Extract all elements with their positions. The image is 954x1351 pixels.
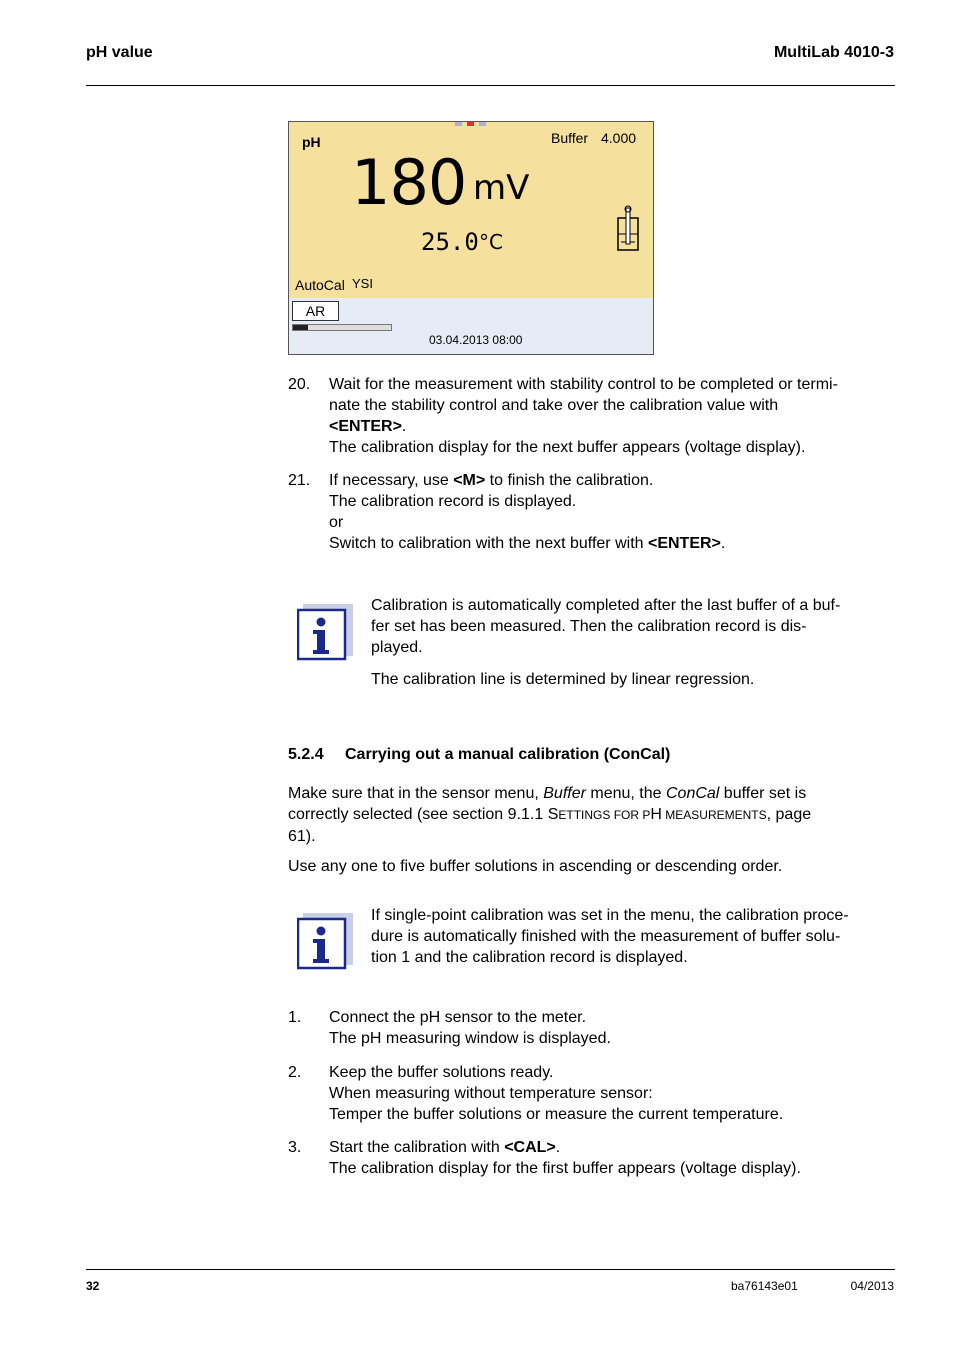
section-title: Carrying out a manual calibration (ConCal) [345, 746, 671, 763]
text: Make sure that in the sensor menu, [288, 785, 544, 802]
note-1-text [371, 595, 896, 690]
note-2-text [371, 905, 896, 968]
document-number: ba76143e01 [731, 1279, 798, 1293]
page-number: 32 [86, 1279, 100, 1293]
buffer-set-name: ConCal [665, 785, 720, 802]
xref-text: H [650, 806, 662, 823]
step-line: The calibration display for the next buffer appears (voltage display). [329, 439, 806, 456]
step-3-text [329, 1137, 801, 1179]
para-line [288, 783, 898, 804]
display-buffer-set: YSI [352, 276, 373, 291]
note-line: fer set has been measured. Then the calibration record is dis- [371, 618, 807, 635]
para-line [288, 804, 898, 826]
step-line: Connect the pH sensor to the meter. [329, 1009, 587, 1026]
step-line: Temper the buffer solutions or measure the current temperature. [329, 1106, 784, 1123]
display-temperature: 25.0 [421, 228, 479, 256]
header-product-name: MultiLab 4010-3 [773, 44, 894, 61]
step-text: Switch to calibration with the next buffer with [329, 535, 648, 552]
section-number: 5.2.4 [288, 746, 324, 763]
xref-text: ETTINGS FOR P [558, 808, 651, 822]
step-number: 20. [288, 376, 311, 393]
step-number: 1. [288, 1009, 302, 1026]
display-main-value: 180 [351, 146, 467, 219]
step-text: . [720, 535, 726, 552]
step-line: nate the stability control and take over the calibration value with [329, 397, 779, 414]
display-temperature-unit: °C [479, 230, 503, 254]
menu-name: Buffer [543, 785, 586, 802]
step-1-text [329, 1007, 611, 1049]
text: , page [766, 806, 812, 823]
step-text: Start the calibration with [329, 1139, 505, 1156]
display-page-markers [455, 122, 491, 140]
text: correctly selected (see section 9.1.1 [288, 806, 548, 823]
display-stability-bar [292, 324, 392, 331]
note-line: The calibration line is determined by linear regression. [371, 671, 755, 688]
display-ar-indicator: AR [292, 301, 339, 321]
display-autocal-label: AutoCal [295, 277, 345, 293]
step-text: . [401, 418, 407, 435]
step-line [329, 533, 899, 554]
key-label: <ENTER> [329, 418, 402, 435]
step-text: If necessary, use [329, 472, 454, 489]
step-line: Wait for the measurement with stability control to be completed or termi- [329, 376, 838, 393]
key-label: <M> [453, 472, 486, 489]
step-line [329, 1137, 801, 1158]
step-2-text [329, 1062, 783, 1125]
paragraph-buffer-order: Use any one to five buffer solutions in ascending or descending order. [288, 858, 783, 875]
beaker-electrode-icon [615, 204, 643, 254]
step-number: 2. [288, 1064, 302, 1081]
step-text: to finish the calibration. [485, 472, 654, 489]
paragraph-buffer-selection [288, 783, 898, 847]
note-line: dure is automatically finished with the measurement of buffer solu- [371, 928, 841, 945]
step-line: or [329, 514, 344, 531]
display-main-unit: mV [473, 168, 530, 208]
step-number: 21. [288, 472, 311, 489]
step-line: Keep the buffer solutions ready. [329, 1064, 554, 1081]
step-21-text [329, 470, 899, 554]
key-label: <CAL> [504, 1139, 556, 1156]
para-line: 61). [288, 828, 316, 845]
xref-text: MEASUREMENTS [661, 808, 767, 822]
display-buffer-value: 4.000 [601, 130, 637, 146]
display-buffer-label: Buffer [551, 130, 589, 146]
note-line: Calibration is automatically completed after the last buffer of a buf- [371, 597, 841, 614]
note-line: If single-point calibration was set in the menu, the calibration proce- [371, 907, 849, 924]
info-icon [297, 604, 353, 662]
document-date: 04/2013 [850, 1279, 894, 1293]
step-line: The pH measuring window is displayed. [329, 1030, 611, 1047]
step-number: 3. [288, 1139, 302, 1156]
text: menu, the [585, 785, 666, 802]
note-line: played. [371, 639, 423, 656]
footer-rule [86, 1269, 895, 1270]
xref-text: S [547, 806, 559, 823]
step-line: The calibration record is displayed. [329, 493, 577, 510]
display-datetime: 03.04.2013 08:00 [429, 333, 523, 347]
text: buffer set is [719, 785, 807, 802]
meter-display [288, 121, 654, 355]
step-line: When measuring without temperature sensor: [329, 1085, 653, 1102]
note-line: tion 1 and the calibration record is displayed. [371, 949, 688, 966]
display-stability-bar-fill [293, 325, 308, 330]
header-rule [86, 85, 895, 86]
info-icon [297, 913, 353, 971]
step-line [329, 416, 899, 437]
step-text: . [555, 1139, 561, 1156]
key-label: <ENTER> [647, 535, 721, 552]
header-section-title: pH value [86, 44, 153, 61]
display-mode: pH [302, 134, 321, 150]
step-line: The calibration display for the first buffer appears (voltage display). [329, 1160, 801, 1177]
step-20-text [329, 374, 899, 458]
step-line [329, 470, 899, 491]
